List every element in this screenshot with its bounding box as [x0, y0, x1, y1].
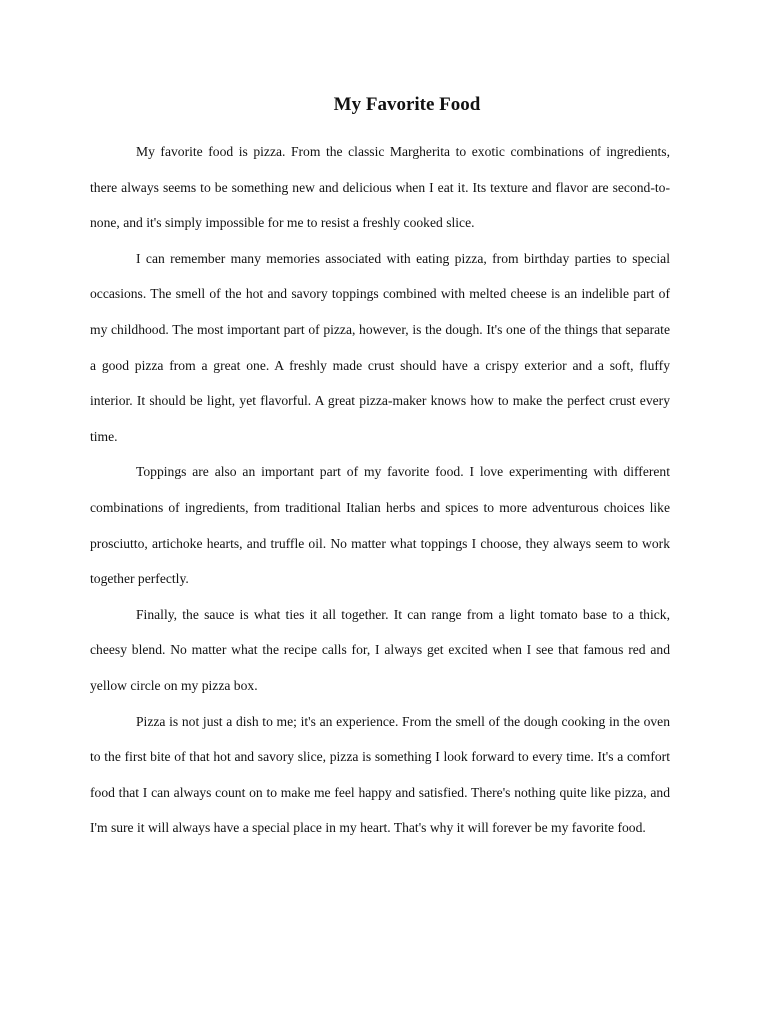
paragraph-3: Toppings are also an important part of my favorite food. I love experimenting with different combinations of ingredients, from traditional Italian herbs and spices to more adventurous choices like prosciutto, artichoke hearts, and truffle oil. No matter what toppings I choose, they always seem to work together perfectly. [90, 464, 670, 587]
document-body [90, 134, 670, 846]
paragraph-5: Pizza is not just a dish to me; it's an experience. From the smell of the dough cooking in the oven to the first bite of that hot and savory slice, pizza is something I look forward to every time. It's a comfort food that I can always count on to make me feel happy and satisfied. There's nothing quite like pizza, and I'm sure it will always have a special place in my heart. That's why it will forever be my favorite food. [90, 713, 670, 836]
paragraph-2: I can remember many memories associated with eating pizza, from birthday parties to special occasions. The smell of the hot and savory toppings combined with melted cheese is an indelible part of my childhood. The most important part of pizza, however, is the dough. It's one of the things that separate a good pizza from a great one. A freshly made crust should have a crispy exterior and a soft, fluffy interior. It should be light, yet flavorful. A great pizza-maker knows how to make the perfect crust every time. [90, 250, 670, 444]
document-title: My Favorite Food [333, 94, 481, 115]
paragraph-4: Finally, the sauce is what ties it all together. It can range from a light tomato base to a thick, cheesy blend. No matter what the recipe calls for, I always get excited when I see that famous red and yellow circle on my pizza box. [90, 606, 670, 693]
paragraph-1: My favorite food is pizza. From the classic Margherita to exotic combinations of ingredients, there always seems to be something new and delicious when I eat it. Its texture and flavor are second-to-none, and it's simply impossible for me to resist a freshly cooked slice. [90, 144, 670, 231]
